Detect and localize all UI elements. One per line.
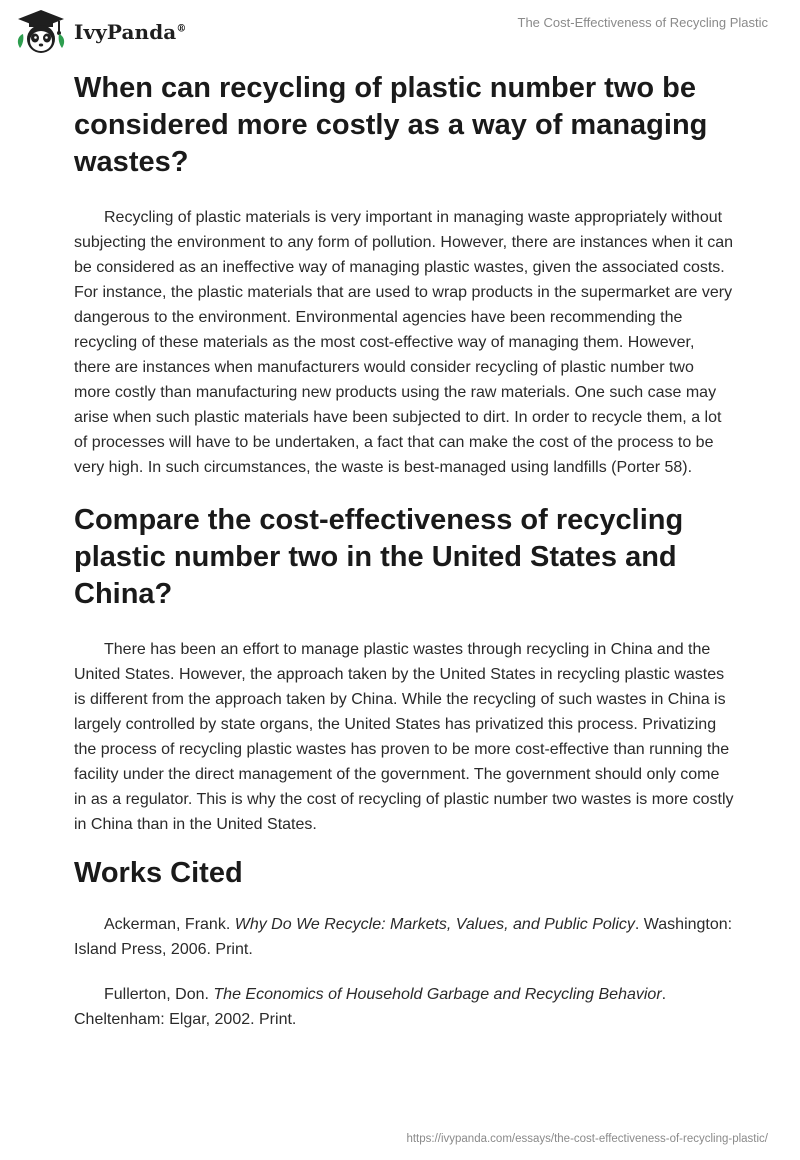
works-cited-heading: Works Cited (74, 857, 243, 889)
source-url-link[interactable]: https://ivypanda.com/essays/the-cost-effectiveness-of-recycling-plastic/ (406, 1133, 768, 1145)
essay-content (74, 70, 734, 1052)
section-heading: When can recycling of plastic number two be considered more costly as a way of managing wastes? (74, 72, 708, 178)
panda-graduate-icon (14, 8, 68, 56)
brand-name: IvyPanda® (74, 20, 187, 44)
ivypanda-logo[interactable] (14, 8, 186, 56)
document-title: The Cost-Effectiveness of Recycling Plastic (517, 15, 768, 30)
citation-entry: Fullerton, Don. The Economics of Household Garbage and Recycling Behavior. Cheltenham: Elgar, 2002. Print. (74, 986, 667, 1028)
page-header (0, 0, 800, 64)
section-heading: Compare the cost-effectiveness of recycling plastic number two in the United States and China? (74, 504, 684, 610)
section-paragraph: Recycling of plastic materials is very important in managing waste appropriately without subjecting the environment to any form of pollution. However, there are instances when it can be considered as an ineffective way of managing plastic wastes, given the associated costs. For instance, the plastic materials that are used to wrap products in the supermarket are very dangerous to the environment. Environmental agencies have been recommending the recycling of these materials as the most cost-effective way of managing them. However, there are instances when manufacturers would consider recycling of plastic number two more costly than manufacturing new products using the raw materials. One such case may arise when such plastic materials have been subjected to dirt. In order to recycle them, a lot of processes will have to be undertaken, a fact that can make the cost of the process to be very high. In such circumstances, the waste is best-managed using landfills (Porter 58). (74, 209, 734, 476)
citation-entry: Ackerman, Frank. Why Do We Recycle: Markets, Values, and Public Policy. Washington: Island Press, 2006. Print. (74, 916, 733, 958)
section-paragraph: There has been an effort to manage plastic wastes through recycling in China and the United States. However, the approach taken by the United States in recycling plastic wastes is different from the approach taken by China. While the recycling of such wastes in China is largely controlled by state organs, the United States has privatized this process. Privatizing the process of recycling plastic wastes has proven to be more cost-effective than running the facility under the direct management of the government. The government should only come in as a regulator. This is why the cost of recycling of plastic number two wastes is more costly in China than in the United States. (74, 641, 734, 833)
